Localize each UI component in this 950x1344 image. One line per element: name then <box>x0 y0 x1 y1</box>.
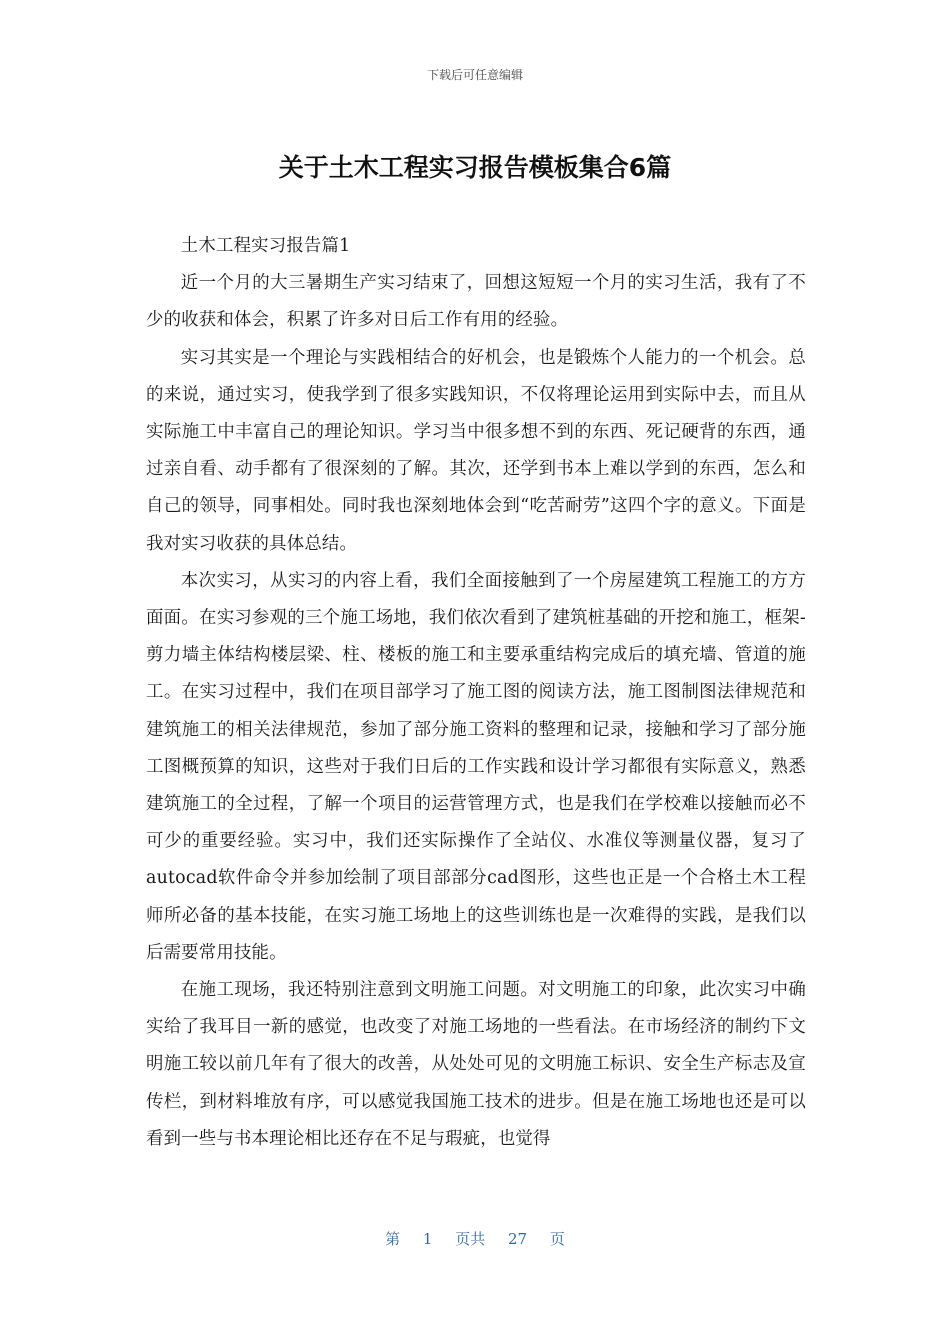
footer-suffix: 页 <box>549 1230 565 1248</box>
page-number-footer <box>0 1228 950 1249</box>
total-page-count: 27 <box>508 1230 528 1248</box>
current-page-number: 1 <box>422 1230 433 1248</box>
paragraph: 实习其实是一个理论与实践相结合的好机会，也是锻炼个人能力的一个机会。总的来说，通过实习，使我学到了很多实践知识，不仅将理论运用到实际中去，而且从实际施工中丰富自己的理论知识。学习当中很多想不到的东西、死记硬背的东西，通过亲自看、动手都有了很深刻的了解。其次，还学到书本上难以学到的东西，怎么和自己的领导，同事相处。同时我也深刻地体会到“吃苦耐劳”这四个字的意义。下面是我对实习收获的具体总结。 <box>146 347 806 554</box>
paragraph: 在施工现场，我还特别注意到文明施工问题。对文明施工的印象，此次实习中确实给了我耳目一新的感觉，也改变了对施工场地的一些看法。在市场经济的制约下文明施工较以前几年有了很大的改善，从处处可见的文明施工标识、安全生产标志及宣传栏，到材料堆放有序，可以感觉我国施工技术的进步。但是在施工场地也还是可以看到一些与书本理论相比还存在不足与瑕疵，也觉得 <box>146 980 806 1149</box>
paragraph: 近一个月的大三暑期生产实习结束了，回想这短短一个月的实习生活，我有了不少的收获和体会，积累了许多对日后工作有用的经验。 <box>146 273 806 331</box>
section-heading: 土木工程实习报告篇1 <box>180 236 351 256</box>
document-body <box>146 228 806 1158</box>
footer-prefix: 第 <box>385 1230 401 1248</box>
paragraph: 本次实习，从实习的内容上看，我们全面接触到了一个房屋建筑工程施工的方方面面。在实习参观的三个施工场地，我们依次看到了建筑桩基础的开挖和施工，框架-剪力墙主体结构楼层梁、柱、楼板的施工和主要承重结构完成后的填充墙、管道的施工。在实习过程中，我们在项目部学习了施工图的阅读方法，施工图制图法律规范和建筑施工的相关法律规范，参加了部分施工资料的整理和记录，接触和学习了部分施工图概预算的知识，这些对于我们日后的工作实践和设计学习都很有实际意义，熟悉建筑施工的全过程，了解一个项目的运营管理方式，也是我们在学校难以接触而必不可少的重要经验。实习中，我们还实际操作了全站仪、水准仪等测量仪器，复习了autocad软件命令并参加绘制了项目部部分cad图形，这些也正是一个合格土木工程师所必备的基本技能，在实习施工场地上的这些训练也是一次难得的实践，是我们以后需要常用技能。 <box>146 570 806 963</box>
header-note: 下载后可任意编辑 <box>426 68 523 82</box>
document-title: 关于土木工程实习报告模板集合6篇 <box>278 153 672 182</box>
footer-middle: 页共 <box>455 1230 486 1248</box>
